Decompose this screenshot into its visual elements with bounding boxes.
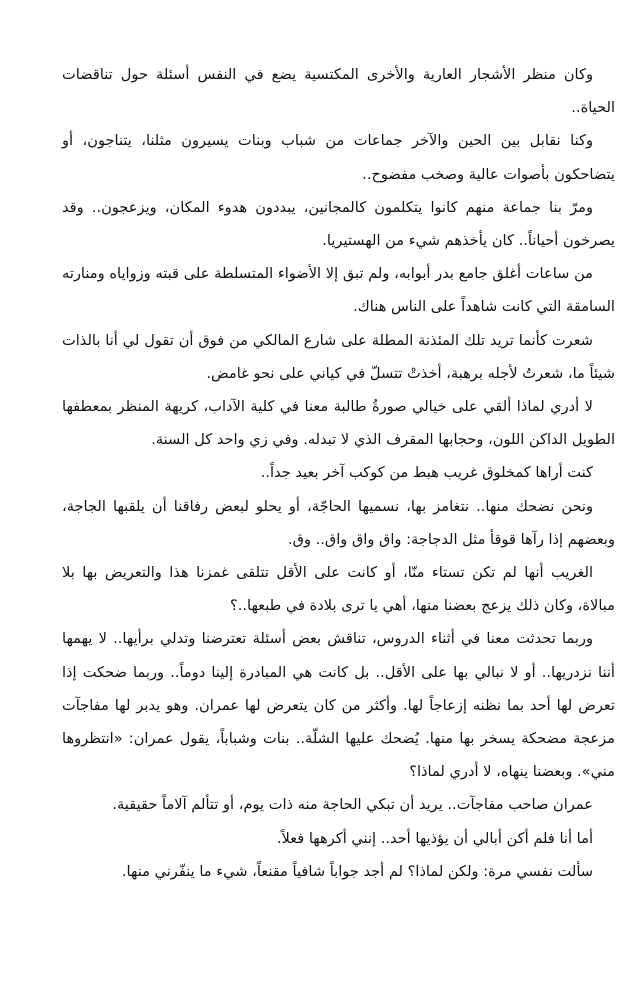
paragraph-6: لا أدري لماذا ألقي على خيالي صورةُ طالبة معنا في كلية الآداب، كريهة المنظر بمعطفها الطويل الداكن اللون، وحجابها المقرف الذي لا تبدله. وفي زي واحد كل السنة.: [62, 398, 615, 449]
paragraph-12: أما أنا فلم أكن أبالي أن يؤذيها أحد.. إنني أكرهها فعلاً.: [276, 829, 593, 847]
paragraph-5: شعرت كأنما تريد تلك المئذنة المطلة على شارع المالكي من فوق أن تقول لي أنا بالذات شيئاً ما، شعرتُ لأجله برهبة، أخذتْ تتسلّ في كياني على نحو غامض.: [62, 331, 615, 382]
paragraph-1: وكان منظر الأشجار العارية والأخرى المكتسية يضع في النفس أسئلة حول تناقضات الحياة..: [62, 66, 615, 117]
paragraph-11: عمران صاحب مفاجآت.. يريد أن تبكي الحاجة منه ذات يوم، أو تتألم آلاماً حقيقية.: [112, 796, 593, 814]
paragraph-4: من ساعات أغلق جامع بدر أبوابه، ولم تبق إلا الأضواء المتسلطة على قبته وزواياه ومنارته السامقة التي كانت شاهداً على الناس هناك.: [62, 265, 615, 316]
paragraph-13: سألت نفسي مرة: ولكن لماذا؟ لم أجد جواباً شافياً مقنعاً، شيء ما ينفّرني منها.: [121, 862, 593, 880]
paragraph-3: ومرّ بنا جماعة منهم كانوا يتكلمون كالمجانين، يبددون هدوء المكان، ويزعجون.. وقد يصرخون أحياناً.. كان يأخذهم شيء من الهستيريا.: [62, 198, 615, 250]
paragraph-2: وكنا نقابل بين الحين والآخر جماعات من شباب وبنات يسيرون مثلنا، يتناجون، أو يتضاحكون بأصوات عالية وصخب مفضوح..: [62, 132, 615, 183]
document-body: [62, 58, 615, 888]
paragraph-10: وربما تحدثت معنا في أثناء الدروس، تناقش بعض أسئلة تعترضنا وتدلي برأيها.. لا يهمها أننا نزدريها.. أو لا نبالي بها على الأقل.. بل كانت هي المبادرة إلينا دوماً.. وربما ضحكت إذا تعرض لها أحد بما نظنه إزعاجاً لها. وأكثر من كان يتعرض لها عمران. وهو يدبر لها مفاجآت مزعجة مضحكة يسخر بها منها. يُضحك عليها الشلّة.. بنات وشباباً، يقول عمران: «انتظروها مني». وبعضنا ينهاه، لا أدري لماذا؟: [62, 630, 615, 781]
paragraph-9: الغريب أنها لم تكن تستاء منّا، أو كانت على الأقل تتلقى غمزنا هذا والتعريض بها بلا مبالاة، وكان ذلك يزعج بعضنا منها، أهي يا ترى بلادة في طبعها..؟: [62, 564, 615, 615]
paragraph-8: ونحن نضحك منها.. نتغامز بها، نسميها الحاجّة، أو يحلو لبعض رفاقنا أن يلقبها الجاجة، وبعضهم إذا رآها قوقأ مثل الدجاجة: واق واق واق.. وق.: [62, 497, 615, 548]
paragraph-7: كنت أراها كمخلوق غريب هبط من كوكب آخر بعيد جداً..: [260, 464, 593, 482]
